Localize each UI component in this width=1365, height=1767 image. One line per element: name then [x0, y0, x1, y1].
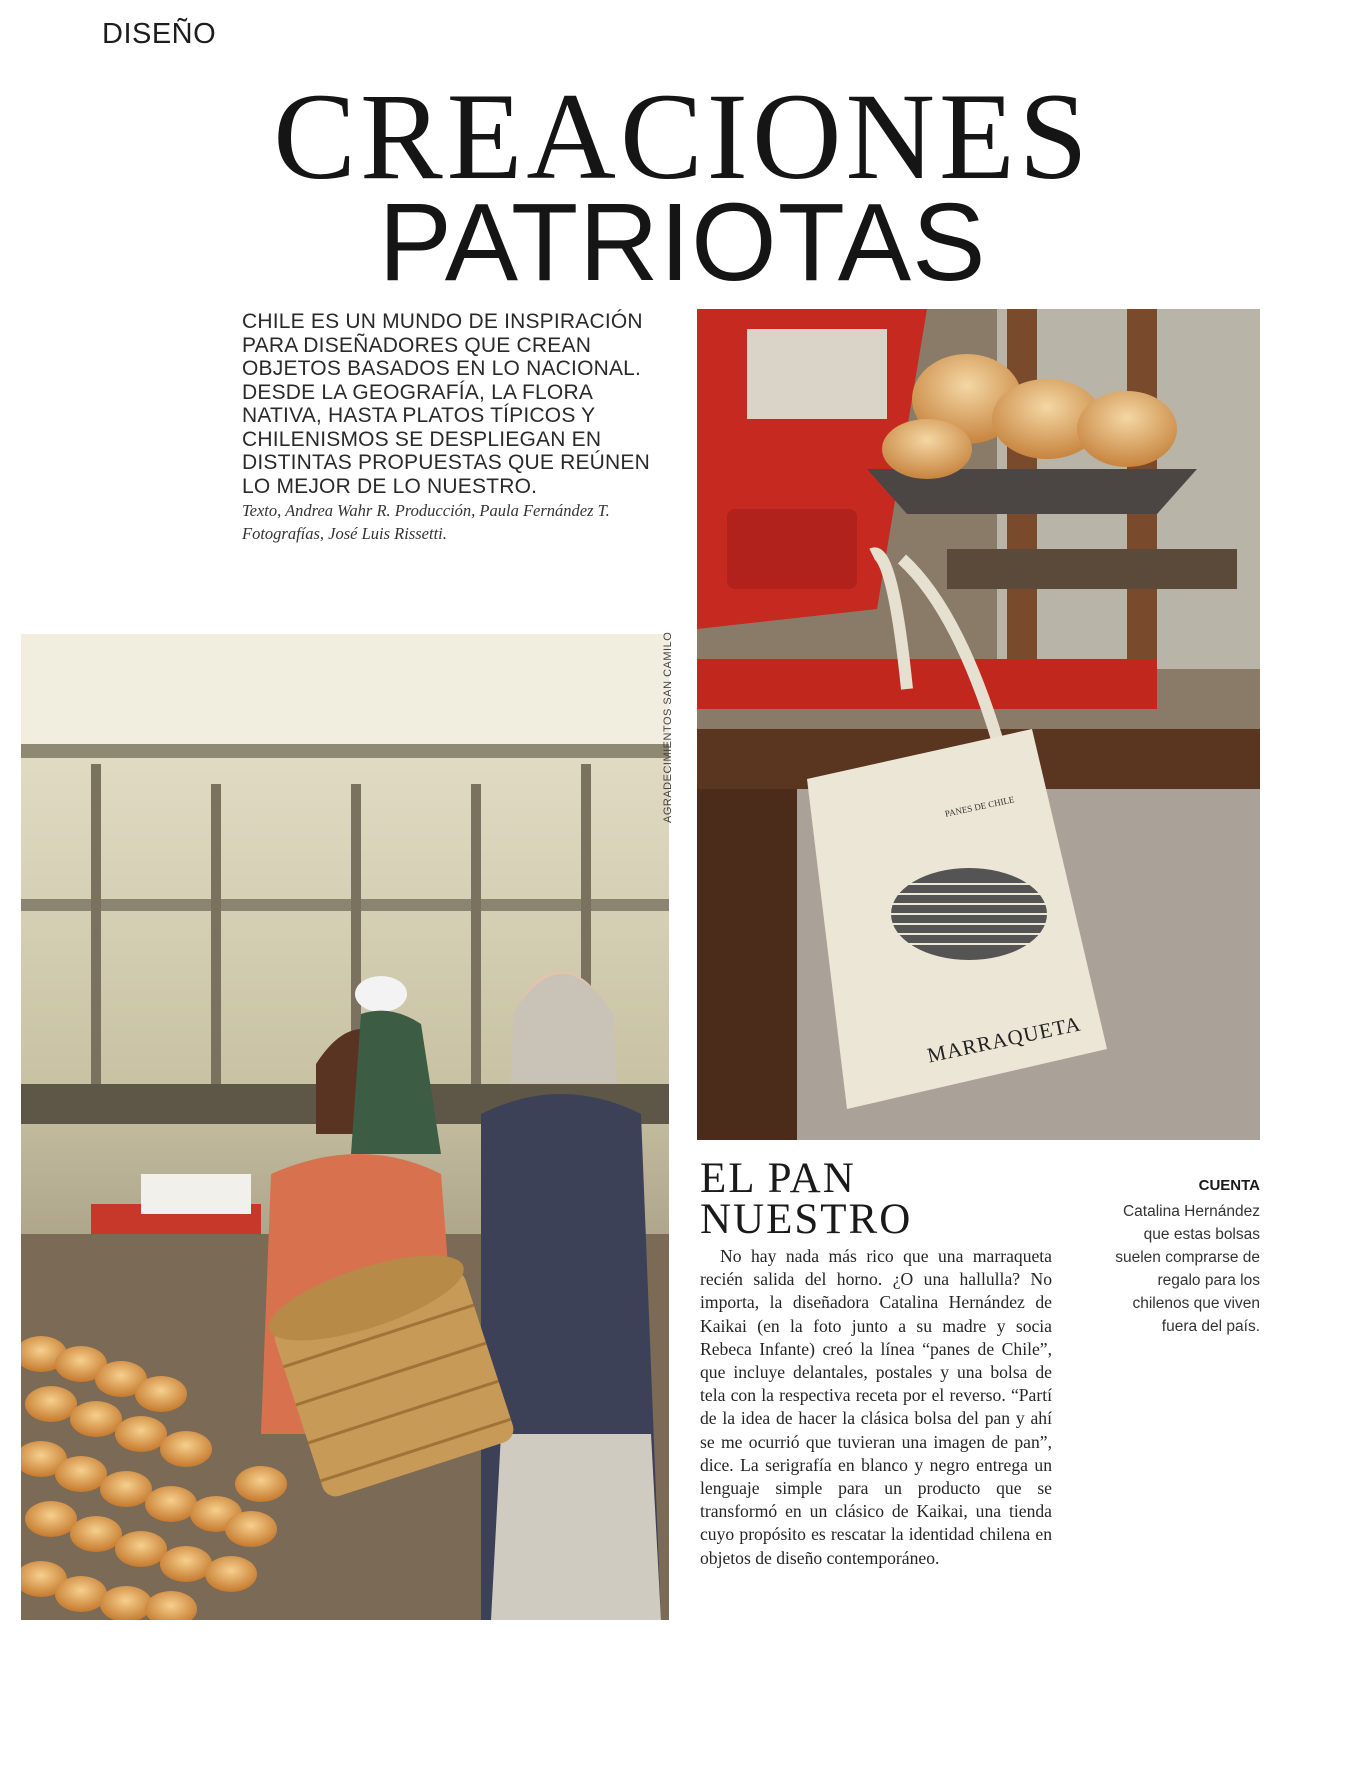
bag-label: MARRAQUETA [925, 1011, 1084, 1068]
title-line-1: CREACIONES [273, 68, 1092, 205]
sidebar-heading: CUENTA [1198, 1177, 1260, 1194]
credits-line-1: Texto, Andrea Wahr R. Producción, Paula Fernández T. [242, 501, 610, 520]
article-heading-line-1: EL PAN [700, 1155, 856, 1202]
bakery-photo [21, 634, 669, 1620]
article-body-text: No hay nada más rico que una marraqueta recién salida del horno. ¿O una hallulla? No importa, la diseñadora Catalina Hernández de Kaikai (en la foto junto a su madre y socia Rebeca Infante) creó la línea “panes de Chile”, que incluye delantales, postales y una bolsa de tela con la respectiva receta por el reverso. “Partí de la idea de hacer la clásica bolsa del pan y ahí se me ocurrió que tuvieran una imagen de pan”, dice. La serigrafía en blanco y negro entrega un lenguaje simple para un producto que se transformó en un clásico de Kaikai, una tienda cuyo propósito es rescatar la identidad chilena en objetos de diseño contemporáneo. [700, 1246, 1052, 1568]
tote-bag-photo [697, 309, 1260, 1140]
intro-text: CHILE ES UN MUNDO DE INSPIRACIÓN PARA DISEÑADORES QUE CREAN OBJETOS BASADOS EN LO NACIONAL. DESDE LA GEOGRAFÍA, LA FLORA NATIVA, HASTA PLATOS TÍPICOS Y CHILENISMOS SE DESPLIEGAN EN DISTINTAS PROPUESTAS QUE REÚNEN LO MEJOR DE LO NUESTRO. [242, 310, 650, 498]
article-heading [700, 1155, 913, 1243]
section-label: DISEÑO [102, 18, 217, 50]
bag-brand: PANES DE CHILE [944, 794, 1016, 819]
title-line-2: PATRIOTAS [378, 181, 987, 304]
sidebar-text: Catalina Hernández que estas bolsas suelen comprarse de regalo para los chilenos que viven fuera del país. [1115, 1203, 1260, 1335]
article-heading-line-2: NUESTRO [700, 1196, 913, 1243]
credits-line-2: Fotografías, José Luis Rissetti. [242, 524, 447, 543]
photo-credit: AGRADECIMIENTOS SAN CAMILO [662, 631, 674, 823]
article-body [700, 1245, 1052, 1570]
credits [242, 499, 672, 545]
